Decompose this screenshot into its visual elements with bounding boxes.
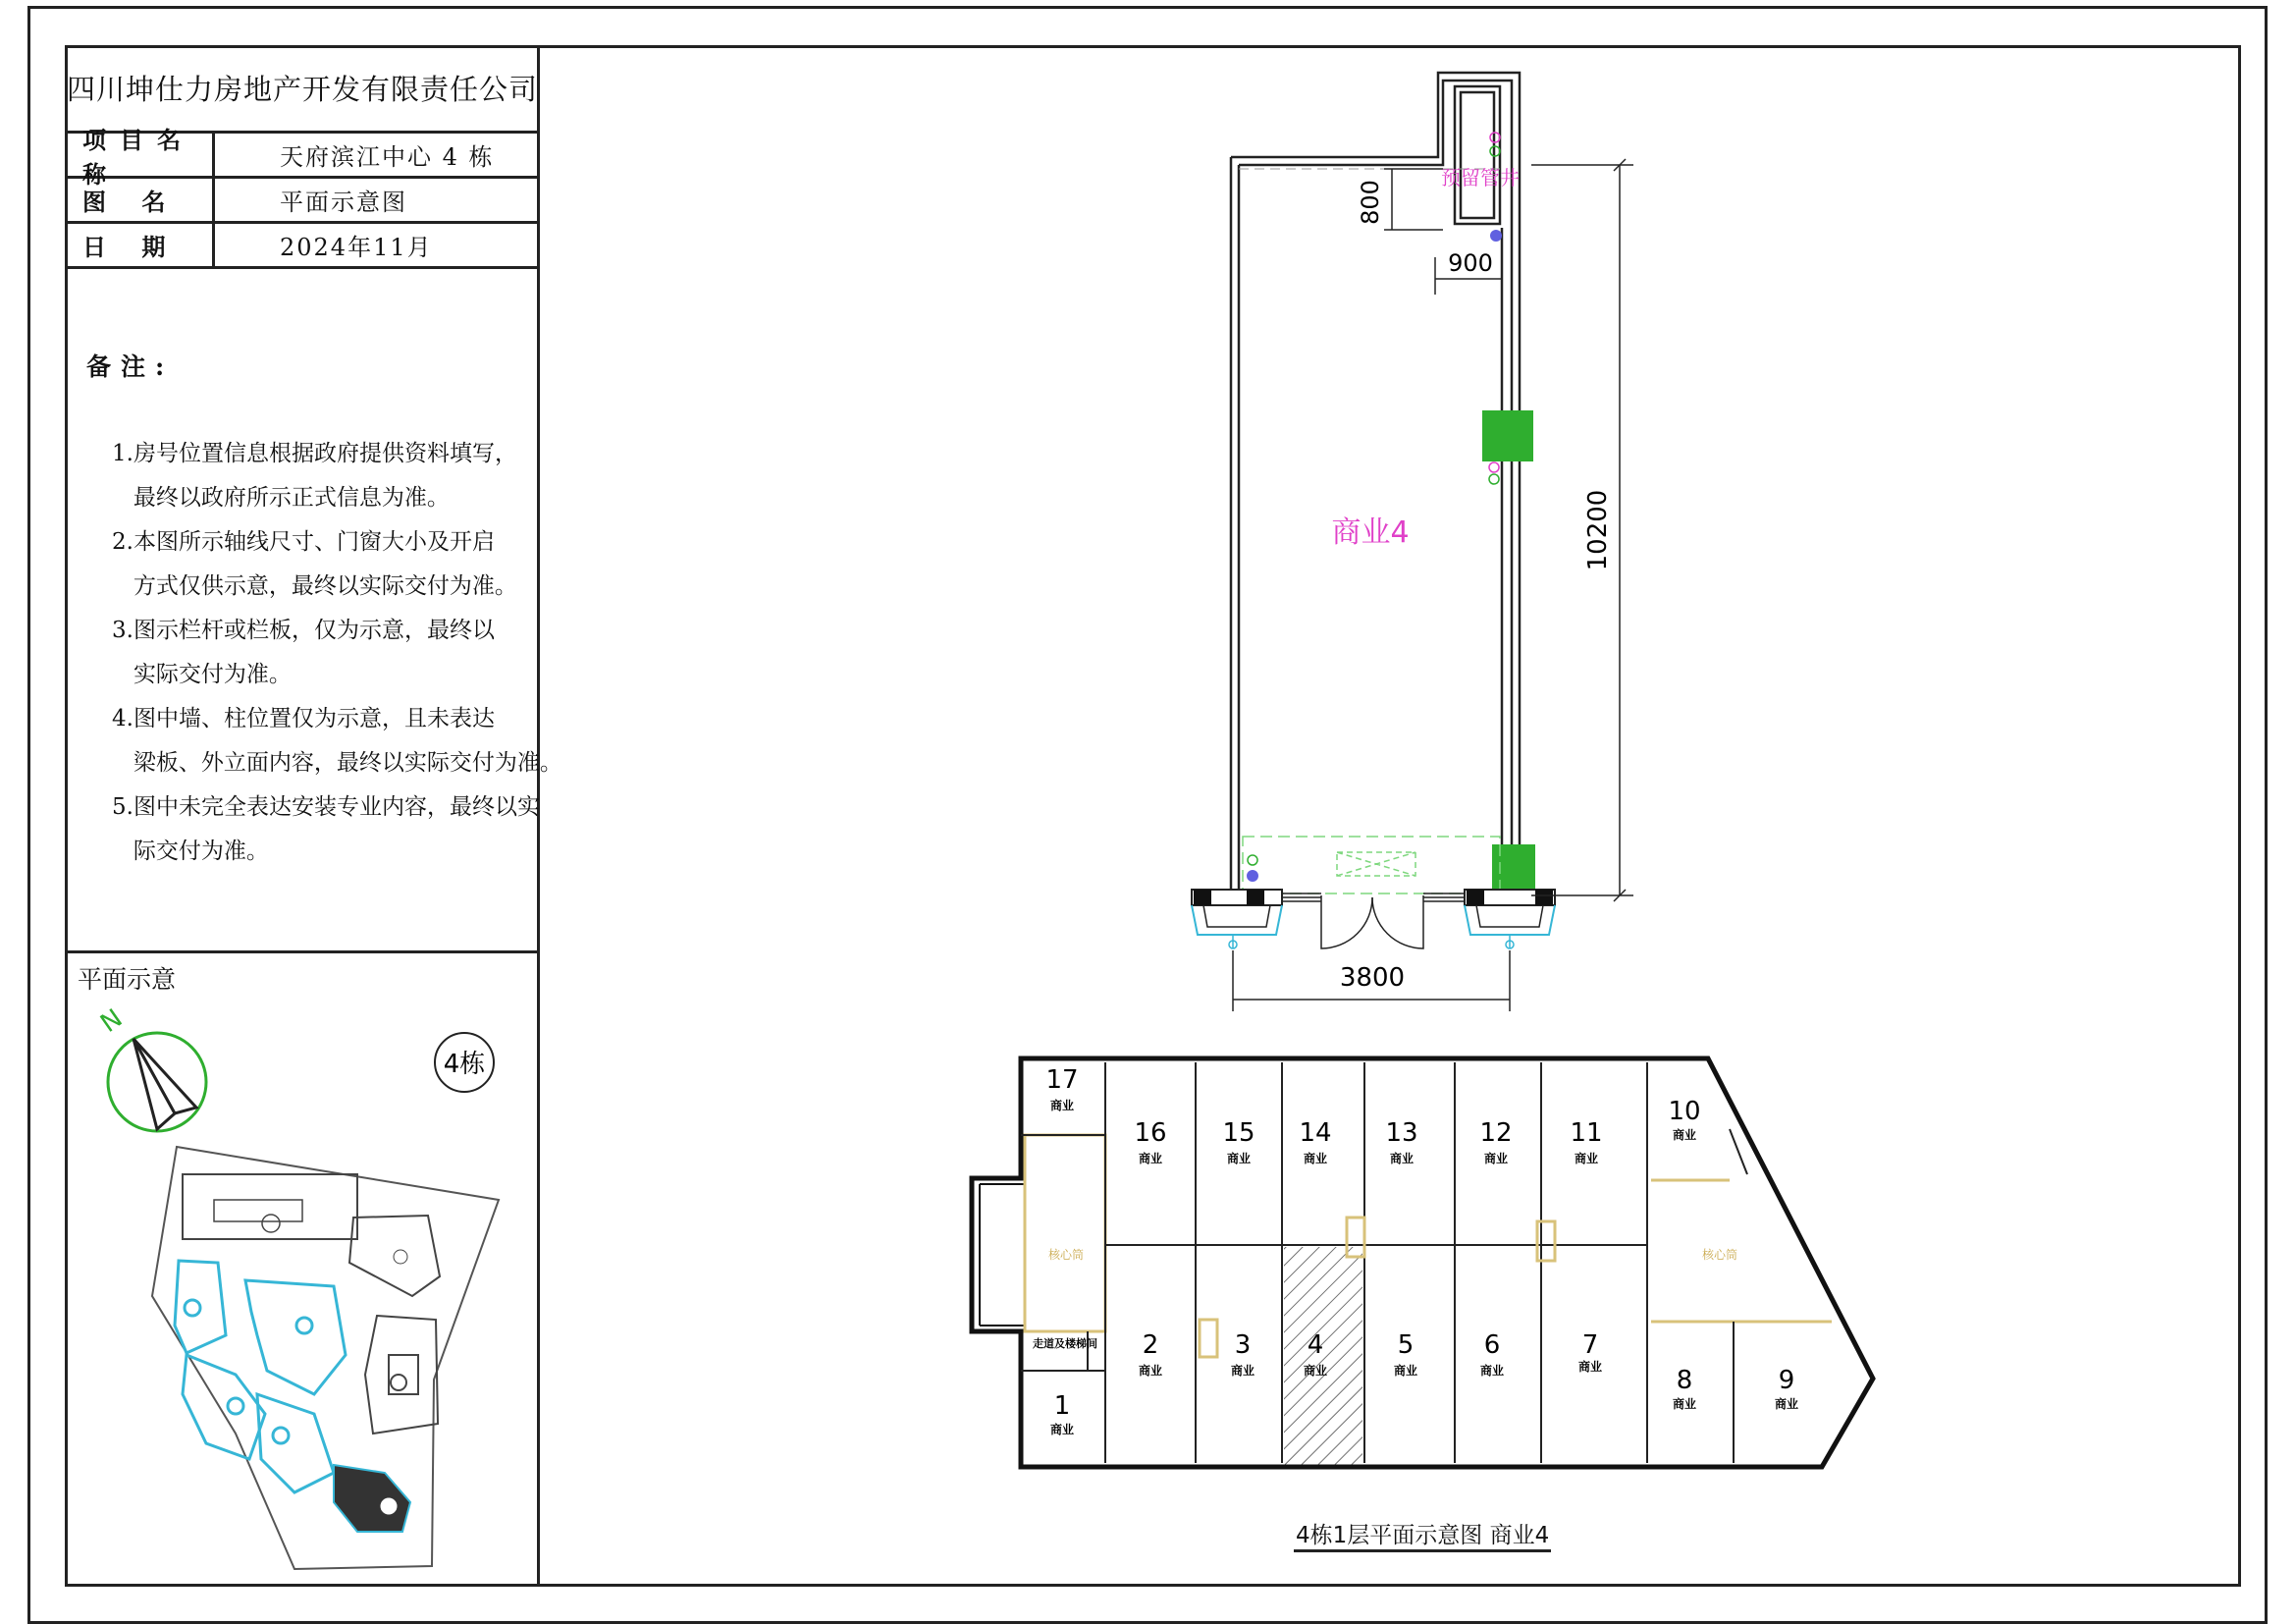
project-label: 项目名称 — [65, 134, 215, 176]
unit-number: 11 — [1570, 1118, 1603, 1148]
unit-label: 商业 — [1483, 1152, 1509, 1165]
unit-1-num: 1 — [1053, 1391, 1071, 1421]
unit-number: 8 — [1676, 1366, 1693, 1395]
building-tag-label: 4栋 — [443, 1050, 486, 1079]
north-arrow-icon — [95, 1003, 206, 1131]
date-value: 2024年11月 — [280, 234, 433, 261]
unit-17-label: 商业 — [1049, 1099, 1075, 1112]
unit-number: 3 — [1234, 1330, 1252, 1360]
unit-number: 14 — [1299, 1118, 1332, 1148]
unit-label: 商业 — [1393, 1364, 1418, 1378]
room-label: 商业4 — [1331, 515, 1410, 550]
unit-number: 16 — [1134, 1118, 1167, 1148]
note-item: 2.本图所示轴线尺寸、门窗大小及开启 方式仅供示意，最终以实际交付为准。 — [112, 529, 517, 599]
unit-number: 15 — [1222, 1118, 1255, 1148]
note-item: 4.图中墙、柱位置仅为示意，且未表达 梁板、外立面内容，最终以实际交付为准。 — [112, 706, 562, 776]
core-label-left: 核心筒 — [1048, 1248, 1085, 1262]
base-pilaster-right — [1465, 890, 1555, 948]
unit-label: 商业 — [1226, 1152, 1252, 1165]
unit-number: 6 — [1483, 1330, 1501, 1360]
date-label: 日 期 — [65, 224, 215, 266]
column-green — [1482, 410, 1533, 461]
drawing-name-value: 平面示意图 — [280, 189, 407, 216]
company-name: 四川坤仕力房地产开发有限责任公司 — [65, 45, 540, 134]
unit-number: 2 — [1142, 1330, 1159, 1360]
note-item: 1.房号位置信息根据政府提供资料填写， 最终以政府所示正式信息为准。 — [112, 441, 517, 511]
floor-plan — [972, 1058, 1873, 1467]
base-pilaster-left — [1192, 890, 1282, 948]
unit-label: 商业 — [1389, 1152, 1415, 1165]
dimension-800 — [1384, 169, 1443, 230]
unit-label: 商业 — [1672, 1397, 1697, 1411]
unit-number: 7 — [1581, 1330, 1599, 1360]
unit-1-label: 商业 — [1049, 1423, 1075, 1436]
site-building-4-highlight — [334, 1465, 410, 1532]
core-label-right: 核心筒 — [1702, 1248, 1738, 1262]
unit-label: 商业 — [1577, 1360, 1603, 1374]
dim-side-label: 900 — [1448, 249, 1493, 277]
unit-number: 4 — [1307, 1330, 1324, 1360]
stair-label: 走道及楼梯间 — [1033, 1337, 1097, 1350]
site-plan-title: 平面示意 — [78, 965, 177, 994]
site-plan — [95, 1003, 499, 1569]
column-green — [1492, 844, 1535, 890]
project-value: 天府滨江中心 4 栋 — [280, 143, 495, 171]
notes-title: 备注: — [86, 352, 175, 381]
north-label: N — [95, 1003, 129, 1040]
dim-width-label: 3800 — [1339, 963, 1406, 993]
entrance-door — [1282, 893, 1465, 948]
unit-number: 10 — [1668, 1097, 1701, 1126]
unit-number: 12 — [1479, 1118, 1513, 1148]
drawing-caption: 4栋1层平面示意图 商业4 — [1294, 1517, 1551, 1552]
unit-plan — [1192, 73, 1633, 1011]
unit-number: 13 — [1385, 1118, 1418, 1148]
unit-label: 商业 — [1230, 1364, 1255, 1378]
note-item: 3.图示栏杆或栏板，仅为示意，最终以 实际交付为准。 — [112, 618, 495, 687]
unit-label: 商业 — [1138, 1364, 1163, 1378]
unit-label: 商业 — [1672, 1128, 1697, 1142]
unit-17-num: 17 — [1045, 1065, 1079, 1095]
pipe-label: 预留管井 — [1441, 166, 1520, 189]
dimension-10200 — [1531, 159, 1633, 901]
site-building-top — [183, 1174, 440, 1296]
unit-label: 商业 — [1574, 1152, 1599, 1165]
site-building-right — [365, 1316, 438, 1434]
unit-label: 商业 — [1303, 1152, 1328, 1165]
dim-length-label: 10200 — [1583, 489, 1613, 571]
unit-label: 商业 — [1774, 1397, 1799, 1411]
dim-top-label: 800 — [1357, 180, 1384, 225]
drawing-name-label: 图 名 — [65, 179, 215, 221]
unit-label: 商业 — [1479, 1364, 1505, 1378]
unit-label: 商业 — [1303, 1364, 1328, 1378]
building-tag — [435, 1033, 494, 1092]
unit-number: 5 — [1397, 1330, 1415, 1360]
site-boundary — [152, 1147, 499, 1569]
unit-number: 9 — [1778, 1366, 1795, 1395]
note-item: 5.图中未完全表达安装专业内容，最终以实 际交付为准。 — [112, 794, 540, 864]
unit-label: 商业 — [1138, 1152, 1163, 1165]
